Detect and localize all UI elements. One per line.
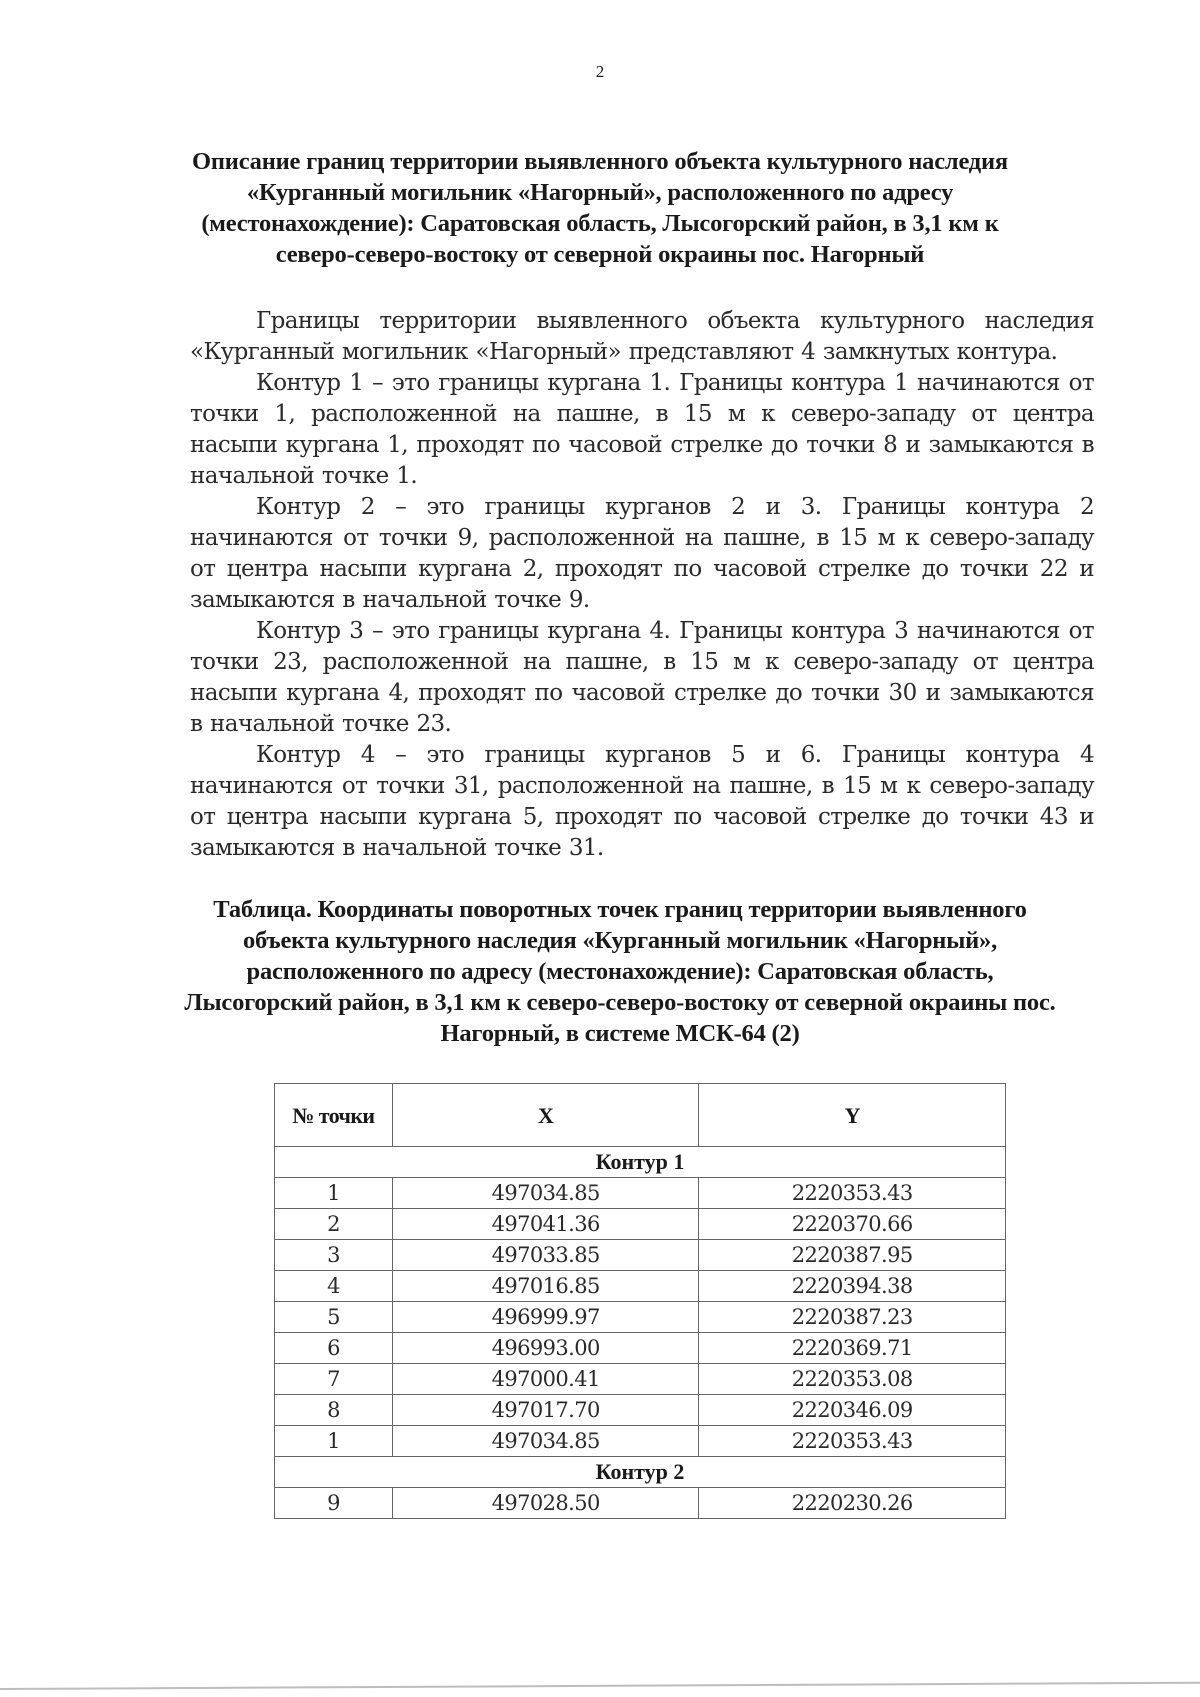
cell-num: 3 [275, 1240, 393, 1271]
section-label-contour-2: Контур 2 [275, 1457, 1006, 1488]
table-row [275, 1364, 1006, 1395]
table-row [275, 1333, 1006, 1364]
header-x: X [392, 1084, 699, 1147]
cell-num: 9 [275, 1488, 393, 1519]
scan-edge-line [0, 1682, 1200, 1690]
cell-x: 496999.97 [392, 1302, 699, 1333]
cell-num: 2 [275, 1209, 393, 1240]
table-row [275, 1271, 1006, 1302]
cell-num: 5 [275, 1302, 393, 1333]
header-point-number: № точки [275, 1084, 393, 1147]
body-text [190, 306, 1094, 864]
cell-x: 497033.85 [392, 1240, 699, 1271]
paragraph-contour-3: Контур 3 – это границы кургана 4. Границы контура 3 начинаются от точки 23, расположенной на пашне, в 15 м к северо-западу от центра насыпи кургана 4, проходят по часовой стрелке до точки 30 и замыкаются в начальной точке 23. [190, 618, 1094, 737]
cell-y: 2220353.08 [699, 1364, 1006, 1395]
cell-num: 8 [275, 1395, 393, 1426]
cell-num: 1 [275, 1426, 393, 1457]
cell-y: 2220353.43 [699, 1178, 1006, 1209]
cell-y: 2220394.38 [699, 1271, 1006, 1302]
coordinates-table [274, 1083, 1006, 1519]
table-row [275, 1426, 1006, 1457]
paragraph-contour-1: Контур 1 – это границы кургана 1. Границы контура 1 начинаются от точки 1, расположенной на пашне, в 15 м к северо-западу от центра насыпи кургана 1, проходят по часовой стрелке до точки 8 и замыкаются в начальной точке 1. [190, 370, 1094, 489]
section-row [275, 1457, 1006, 1488]
table-row [275, 1240, 1006, 1271]
table-row [275, 1178, 1006, 1209]
cell-x: 497016.85 [392, 1271, 699, 1302]
cell-y: 2220387.23 [699, 1302, 1006, 1333]
cell-y: 2220369.71 [699, 1333, 1006, 1364]
paragraph-contour-4: Контур 4 – это границы курганов 5 и 6. Границы контура 4 начинаются от точки 31, расположенной на пашне, в 15 м к северо-западу от центра насыпи кургана 5, проходят по часовой стрелке до точки 43 и замыкаются в начальной точке 31. [190, 742, 1094, 861]
paragraph-contour-2: Контур 2 – это границы курганов 2 и 3. Границы контура 2 начинаются от точки 9, расположенной на пашне, в 15 м к северо-западу от центра насыпи кургана 2, проходят по часовой стрелке до точки 22 и замыкаются в начальной точке 9. [190, 494, 1094, 613]
cell-y: 2220346.09 [699, 1395, 1006, 1426]
section-row [275, 1147, 1006, 1178]
cell-y: 2220230.26 [699, 1488, 1006, 1519]
cell-y: 2220387.95 [699, 1240, 1006, 1271]
cell-x: 497000.41 [392, 1364, 699, 1395]
cell-num: 4 [275, 1271, 393, 1302]
table-row [275, 1302, 1006, 1333]
cell-x: 497041.36 [392, 1209, 699, 1240]
section-label-contour-1: Контур 1 [275, 1147, 1006, 1178]
cell-num: 1 [275, 1178, 393, 1209]
table-row [275, 1209, 1006, 1240]
cell-x: 497034.85 [392, 1178, 699, 1209]
table-header-row [275, 1084, 1006, 1147]
cell-x: 497034.85 [392, 1426, 699, 1457]
cell-x: 496993.00 [392, 1333, 699, 1364]
cell-y: 2220353.43 [699, 1426, 1006, 1457]
table-row [275, 1488, 1006, 1519]
cell-x: 497028.50 [392, 1488, 699, 1519]
cell-y: 2220370.66 [699, 1209, 1006, 1240]
cell-x: 497017.70 [392, 1395, 699, 1426]
paragraph-intro: Границы территории выявленного объекта культурного наследия «Курганный могильник «Нагорный» представляют 4 замкнутых контура. [190, 308, 1094, 365]
cell-num: 7 [275, 1364, 393, 1395]
document-title: Описание границ территории выявленного объекта культурного наследия «Курганный могильник «Нагорный», расположенного по адресу (местонахождение): Саратовская область, Лысогорский район, в 3,1 км к северо-северо-востоку от северной окраины пос. Нагорный [192, 148, 1008, 268]
header-y: Y [699, 1084, 1006, 1147]
table-title: Таблица. Координаты поворотных точек границ территории выявленного объекта культурного наследия «Курганный могильник «Нагорный», расположенного по адресу (местонахождение): Саратовская область, Лысогорский район, в 3,1 км к северо-северо-востоку от северной окраины пос. Нагорный, в системе МСК-64 (2) [184, 896, 1056, 1047]
cell-num: 6 [275, 1333, 393, 1364]
table-row [275, 1395, 1006, 1426]
page-number: 2 [595, 62, 605, 81]
